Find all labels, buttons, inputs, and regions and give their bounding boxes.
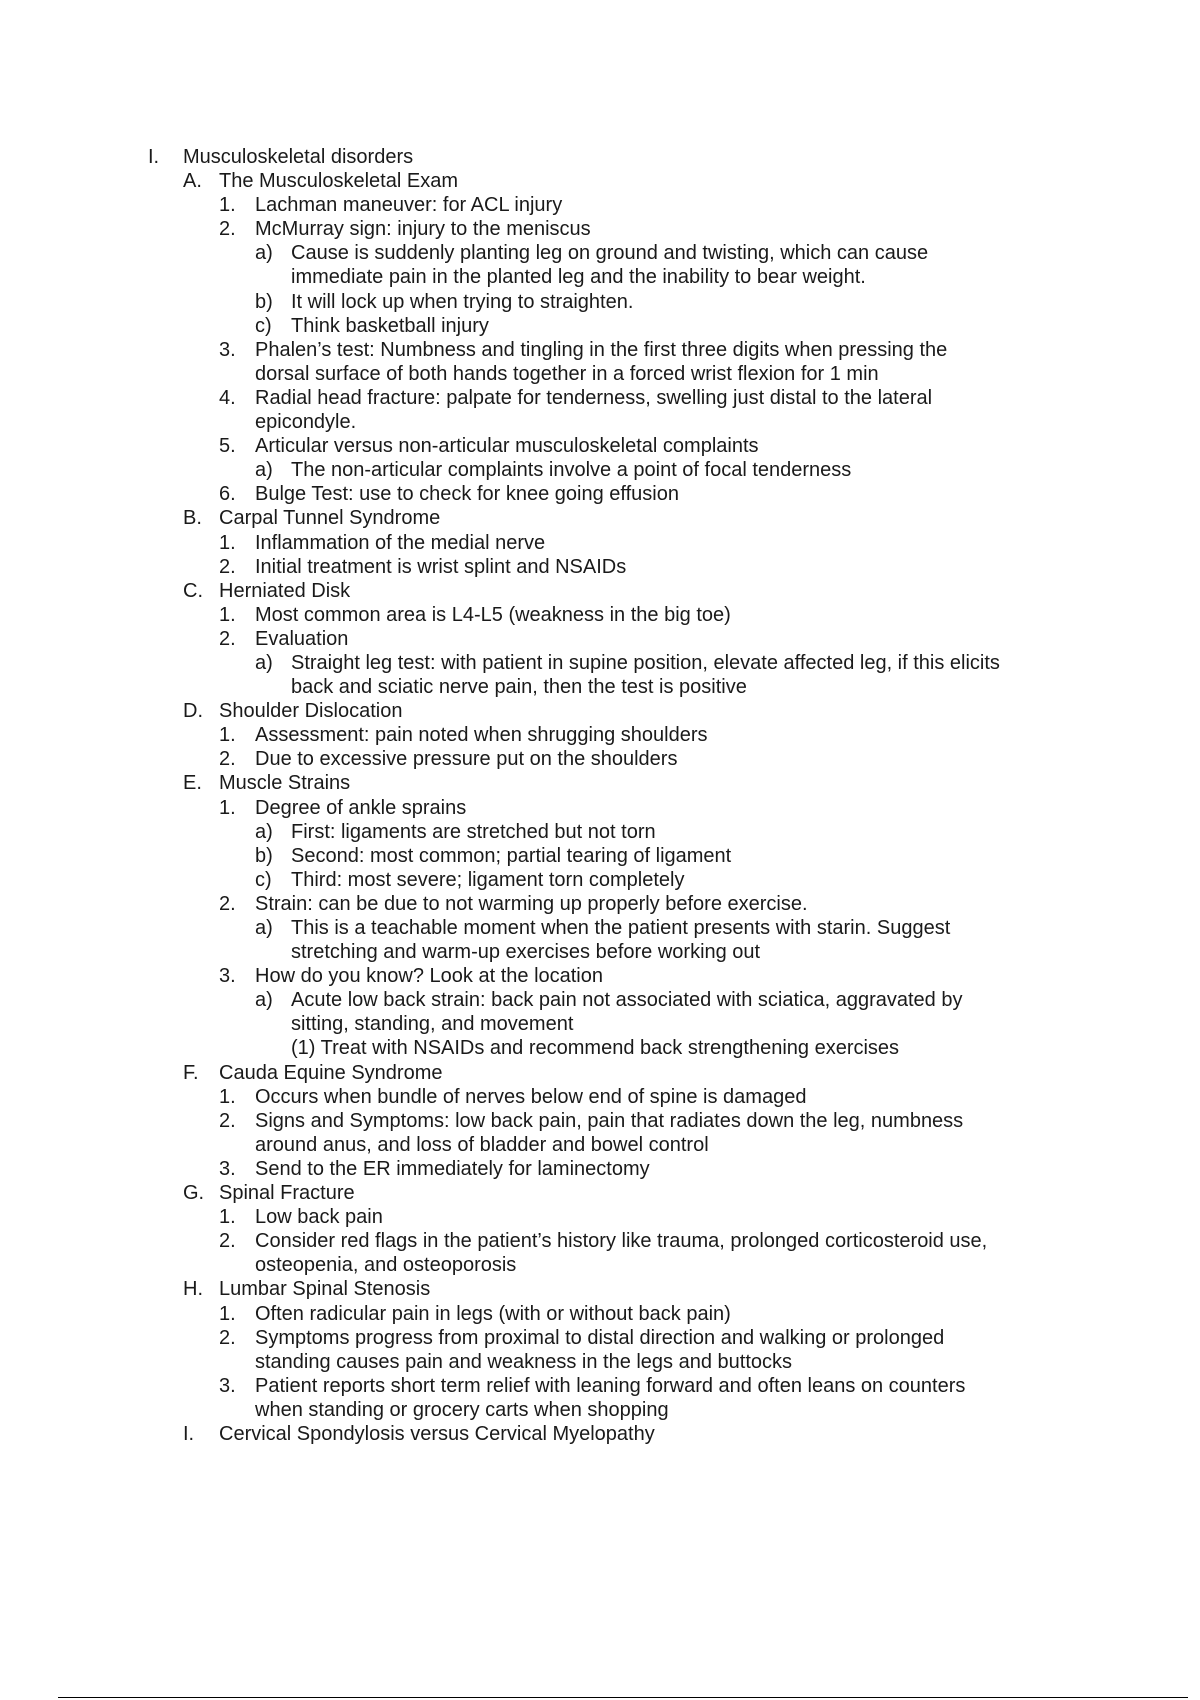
outline-text: Patient reports short term relief with leaning forward and often leans on counters (255, 1374, 966, 1397)
outline-line (0, 651, 1200, 675)
outline-text: stretching and warm-up exercises before working out (291, 941, 761, 964)
outline-marker: 3. (219, 338, 236, 361)
outline-marker: 1. (219, 194, 236, 217)
outline-line (0, 314, 1200, 338)
outline-line (0, 820, 1200, 844)
outline-line (0, 1061, 1200, 1085)
outline-marker: I. (148, 146, 160, 168)
outline-line (0, 579, 1200, 603)
outline-marker: 3. (219, 1157, 236, 1180)
outline-line (0, 458, 1200, 482)
outline-text: Think basketball injury (291, 314, 489, 337)
outline-marker: I. (183, 1422, 195, 1445)
outline-line (0, 892, 1200, 916)
outline-line (0, 362, 1200, 386)
outline-line (0, 916, 1200, 940)
outline-text: Signs and Symptoms: low back pain, pain that radiates down the leg, numbness (255, 1109, 964, 1132)
outline-marker: E. (183, 772, 202, 795)
outline-text: sitting, standing, and movement (291, 1013, 574, 1036)
outline-text: Muscle Strains (219, 772, 351, 795)
outline-text: McMurray sign: injury to the meniscus (255, 218, 591, 241)
outline-marker: 4. (219, 386, 236, 409)
outline-text: Cause is suddenly planting leg on ground and twisting, which can cause (291, 242, 929, 265)
outline-line (0, 241, 1200, 265)
outline-marker: G. (183, 1182, 205, 1205)
outline-marker: D. (183, 700, 203, 723)
outline-text: Lachman maneuver: for ACL injury (255, 194, 563, 217)
outline-line (0, 844, 1200, 868)
outline-text: Assessment: pain noted when shrugging shoulders (255, 724, 708, 747)
outline-line (0, 1302, 1200, 1326)
outline-marker: 6. (219, 483, 236, 506)
outline-marker: B. (183, 507, 202, 530)
outline-text: Straight leg test: with patient in supine position, elevate affected leg, if this elicits (291, 651, 1000, 674)
outline-line (0, 988, 1200, 1012)
outline-document (0, 145, 1200, 1446)
outline-line (0, 386, 1200, 410)
outline-text: Most common area is L4-L5 (weakness in the big toe) (255, 603, 731, 626)
outline-marker: 1. (219, 1085, 236, 1108)
outline-text: Second: most common; partial tearing of ligament (291, 844, 732, 867)
outline-line (0, 531, 1200, 555)
outline-marker: a) (255, 651, 273, 674)
outline-text: immediate pain in the planted leg and the inability to bear weight. (291, 266, 866, 289)
outline-text: Low back pain (255, 1206, 383, 1229)
outline-text: Third: most severe; ligament torn completely (291, 868, 685, 891)
outline-marker: 3. (219, 1374, 236, 1397)
outline-text: osteopenia, and osteoporosis (255, 1254, 517, 1277)
outline-text: Consider red flags in the patient’s history like trauma, prolonged corticosteroid use, (255, 1230, 988, 1253)
outline-text: when standing or grocery carts when shopping (255, 1398, 669, 1421)
outline-marker: 1. (219, 796, 236, 819)
outline-text: Often radicular pain in legs (with or without back pain) (255, 1302, 731, 1325)
outline-text: Send to the ER immediately for laminectomy (255, 1157, 650, 1180)
outline-line (0, 1109, 1200, 1133)
outline-text: Strain: can be due to not warming up properly before exercise. (255, 892, 808, 915)
outline-marker: 2. (219, 748, 236, 771)
outline-line (0, 193, 1200, 217)
outline-marker: 2. (219, 555, 236, 578)
outline-line (0, 1350, 1200, 1374)
outline-marker: 2. (219, 1326, 236, 1349)
outline-text: Due to excessive pressure put on the shoulders (255, 748, 678, 771)
outline-text: Herniated Disk (219, 579, 351, 602)
outline-text: Phalen’s test: Numbness and tingling in the first three digits when pressing the (255, 338, 948, 361)
page-bottom-rule (58, 1697, 1188, 1698)
outline-line (0, 217, 1200, 241)
outline-marker: a) (255, 242, 273, 265)
outline-line (0, 338, 1200, 362)
outline-line (0, 627, 1200, 651)
outline-line (0, 1229, 1200, 1253)
outline-marker: b) (255, 844, 273, 867)
outline-text: Symptoms progress from proximal to distal direction and walking or prolonged (255, 1326, 945, 1349)
outline-marker: 2. (219, 1230, 236, 1253)
outline-line (0, 747, 1200, 771)
outline-text: Evaluation (255, 627, 349, 650)
outline-text: Acute low back strain: back pain not associated with sciatica, aggravated by (291, 989, 963, 1012)
outline-line (0, 410, 1200, 434)
outline-marker: 2. (219, 1109, 236, 1132)
outline-marker: 2. (219, 892, 236, 915)
outline-text: epicondyle. (255, 411, 357, 434)
outline-line (0, 1326, 1200, 1350)
outline-line (0, 675, 1200, 699)
outline-text: dorsal surface of both hands together in a forced wrist flexion for 1 min (255, 362, 879, 385)
outline-line (0, 1374, 1200, 1398)
outline-text: Degree of ankle sprains (255, 796, 467, 819)
outline-line (0, 506, 1200, 530)
outline-line (0, 868, 1200, 892)
outline-line (0, 1085, 1200, 1109)
outline-line (0, 940, 1200, 964)
outline-line (0, 169, 1200, 193)
outline-line (0, 603, 1200, 627)
outline-marker: 1. (219, 531, 236, 554)
outline-line (0, 1277, 1200, 1301)
outline-marker: F. (183, 1061, 199, 1084)
outline-text: Occurs when bundle of nerves below end of spine is damaged (255, 1085, 807, 1108)
outline-marker: 1. (219, 724, 236, 747)
outline-text: Cauda Equine Syndrome (219, 1061, 443, 1084)
outline-line (0, 1205, 1200, 1229)
outline-marker: 2. (219, 218, 236, 241)
outline-line (0, 1181, 1200, 1205)
outline-text: Shoulder Dislocation (219, 700, 403, 723)
outline-line (0, 796, 1200, 820)
outline-line (0, 1036, 1200, 1060)
outline-text: This is a teachable moment when the patient presents with starin. Suggest (291, 917, 951, 939)
outline-text: Articular versus non-articular musculoskeletal complaints (255, 435, 759, 458)
outline-text: Radial head fracture: palpate for tenderness, swelling just distal to the lateral (255, 386, 933, 409)
outline-text: Initial treatment is wrist splint and NSAIDs (255, 555, 627, 578)
outline-marker: 1. (219, 603, 236, 626)
outline-text: Musculoskeletal disorders (183, 146, 414, 168)
outline-line (0, 723, 1200, 747)
outline-line (0, 265, 1200, 289)
outline-marker: A. (183, 170, 202, 193)
outline-line (0, 482, 1200, 506)
outline-marker: 5. (219, 435, 236, 458)
outline-line (0, 290, 1200, 314)
outline-marker: a) (255, 917, 273, 939)
outline-marker: c) (255, 868, 272, 891)
outline-line (0, 699, 1200, 723)
outline-marker: c) (255, 314, 272, 337)
outline-marker: a) (255, 459, 273, 482)
outline-line (0, 771, 1200, 795)
outline-text: (1) Treat with NSAIDs and recommend back strengthening exercises (291, 1037, 900, 1060)
outline-marker: 1. (219, 1302, 236, 1325)
outline-line (0, 434, 1200, 458)
outline-text: Cervical Spondylosis versus Cervical Myelopathy (219, 1422, 655, 1445)
outline-text: Inflammation of the medial nerve (255, 531, 546, 554)
outline-text: around anus, and loss of bladder and bowel control (255, 1133, 709, 1156)
outline-line (0, 1157, 1200, 1181)
outline-marker: b) (255, 290, 273, 313)
outline-text: Lumbar Spinal Stenosis (219, 1278, 431, 1301)
outline-line (0, 1422, 1200, 1446)
outline-line (0, 964, 1200, 988)
outline-text: Spinal Fracture (219, 1182, 355, 1205)
outline-text: It will lock up when trying to straighten. (291, 290, 634, 313)
outline-marker: C. (183, 579, 203, 602)
outline-marker: H. (183, 1278, 203, 1301)
outline-line (0, 1133, 1200, 1157)
outline-text: Carpal Tunnel Syndrome (219, 507, 441, 530)
outline-text: back and sciatic nerve pain, then the test is positive (291, 676, 747, 699)
outline-text: The non-articular complaints involve a point of focal tenderness (291, 459, 852, 482)
outline-marker: 1. (219, 1206, 236, 1229)
outline-text: The Musculoskeletal Exam (219, 170, 458, 193)
outline-text: How do you know? Look at the location (255, 965, 603, 988)
outline-marker: 3. (219, 965, 236, 988)
outline-line (0, 1253, 1200, 1277)
outline-text: standing causes pain and weakness in the legs and buttocks (255, 1350, 793, 1373)
outline-marker: a) (255, 820, 273, 843)
outline-marker: a) (255, 989, 273, 1012)
outline-line (0, 1012, 1200, 1036)
outline-line (0, 555, 1200, 579)
outline-line (0, 145, 1200, 169)
outline-line (0, 1398, 1200, 1422)
outline-text: Bulge Test: use to check for knee going effusion (255, 483, 679, 506)
outline-marker: 2. (219, 627, 236, 650)
outline-text: First: ligaments are stretched but not torn (291, 820, 656, 843)
